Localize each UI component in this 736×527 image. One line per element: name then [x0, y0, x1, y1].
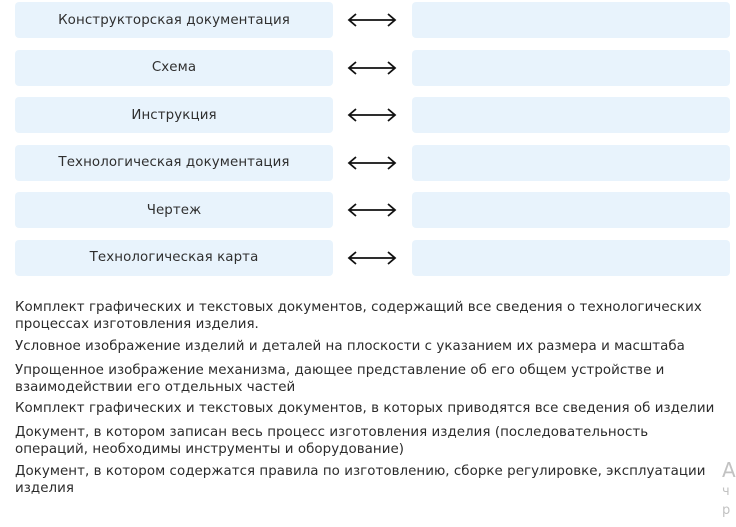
double-arrow-icon — [347, 2, 397, 38]
term-cell — [15, 97, 333, 133]
term-label: Инструкция — [131, 107, 217, 123]
match-row — [15, 50, 731, 86]
matching-table — [15, 2, 731, 287]
definitions-list — [15, 299, 720, 501]
term-cell — [15, 240, 333, 276]
term-label: Технологическая документация — [58, 155, 290, 170]
match-row — [15, 192, 731, 228]
edge-glyph: А — [722, 458, 736, 482]
match-row — [15, 145, 731, 181]
double-arrow-icon — [347, 145, 397, 181]
answer-drop-zone[interactable] — [412, 145, 730, 181]
match-row — [15, 97, 731, 133]
term-label: Схема — [151, 60, 197, 75]
answer-drop-zone[interactable] — [412, 192, 730, 228]
term-cell — [15, 50, 333, 86]
answer-drop-zone[interactable] — [412, 2, 730, 38]
term-cell — [15, 145, 333, 181]
definition-item[interactable]: Документ, в котором содержатся правила по изготовлению, сборке регулировке, эксплуатации изделия — [15, 463, 706, 496]
definition-item[interactable]: Документ, в котором записан весь процесс изготовления изделия (последовательность операций, необходимы инструменты и оборудование) — [15, 425, 649, 457]
double-arrow-icon — [347, 192, 397, 228]
edge-glyph: ч — [722, 484, 730, 499]
term-label: Технологическая карта — [89, 250, 259, 265]
definition-item[interactable]: Упрощенное изображение механизма, дающее представление об его общем устройстве и взаимодействии его отдельных частей — [15, 362, 665, 395]
answer-drop-zone[interactable] — [412, 97, 730, 133]
term-cell — [15, 192, 333, 228]
answer-drop-zone[interactable] — [412, 240, 730, 276]
double-arrow-icon — [347, 50, 397, 86]
definition-item[interactable]: Условное изображение изделий и деталей на плоскости с указанием их размера и масштаба — [15, 338, 685, 354]
double-arrow-icon — [347, 240, 397, 276]
edge-glyph: р — [722, 503, 731, 518]
definition-item[interactable]: Комплект графических и текстовых документов, в которых приводятся все сведения об изделии — [15, 401, 715, 416]
term-label: Чертеж — [146, 202, 202, 218]
term-label: Конструкторская документация — [58, 12, 290, 28]
answer-drop-zone[interactable] — [412, 50, 730, 86]
match-row — [15, 2, 731, 38]
match-row — [15, 240, 731, 276]
double-arrow-icon — [347, 97, 397, 133]
term-cell — [15, 2, 333, 38]
definition-item[interactable]: Комплект графических и текстовых документов, содержащий все сведения о технологических процессах изготовления изделия. — [15, 300, 702, 332]
